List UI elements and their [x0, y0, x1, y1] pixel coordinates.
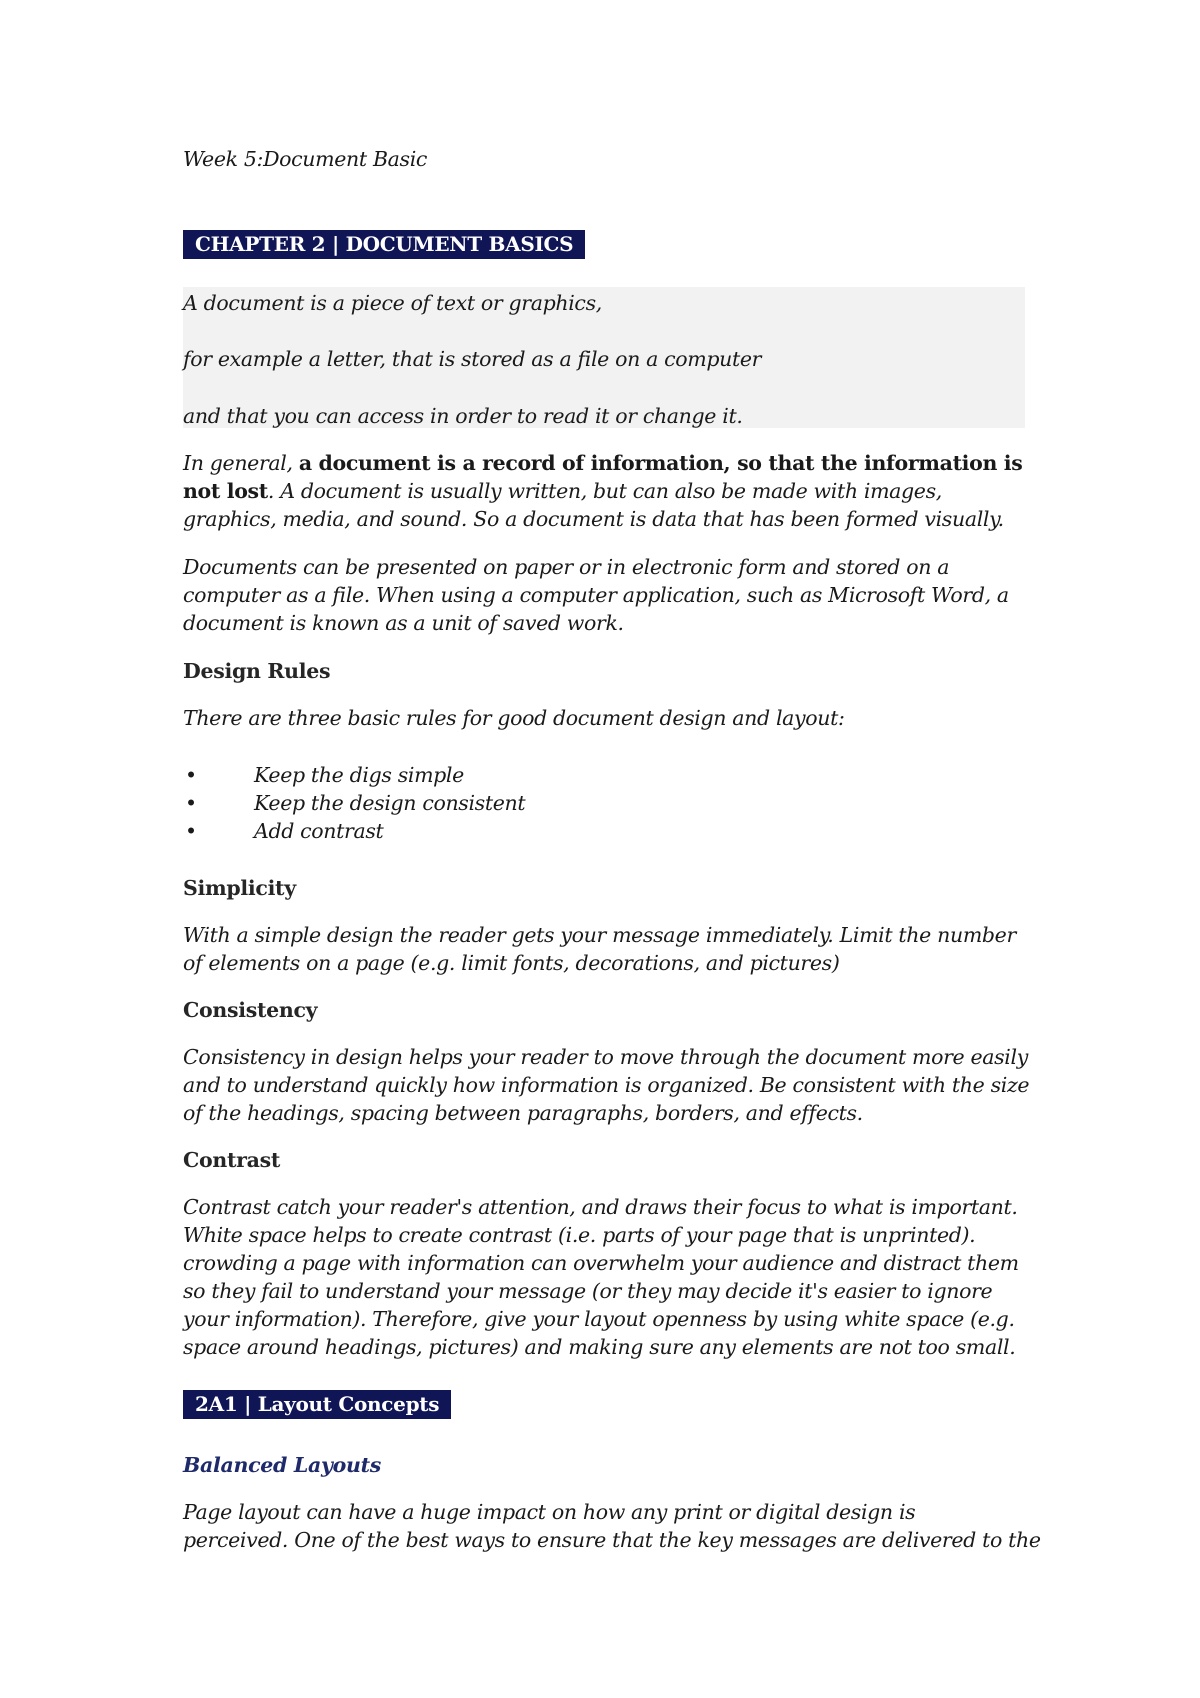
intro-italic-text: . A document is usually written, but can also be made with images,: [267, 479, 942, 503]
list-item-text: Keep the digs simple: [254, 763, 464, 787]
consistency-paragraph-line: of the headings, spacing between paragraphs, borders, and effects.: [183, 1101, 863, 1125]
consistency-paragraph-line: and to understand quickly how information is organized. Be consistent with the size: [183, 1073, 1030, 1097]
week-title: Week 5:Document Basic: [183, 147, 428, 171]
bullet-icon: •: [185, 791, 198, 815]
chapter-heading: CHAPTER 2 | DOCUMENT BASICS: [183, 230, 585, 259]
intro-paragraph-line: computer as a file. When using a computer application, such as Microsoft Word, a: [183, 583, 1009, 607]
design-rules-intro: There are three basic rules for good document design and layout:: [183, 706, 845, 730]
layout-paragraph-line: perceived. One of the best ways to ensure that the key messages are delivered to the: [183, 1528, 1041, 1552]
consistency-paragraph-line: Consistency in design helps your reader to move through the document more easily: [183, 1045, 1028, 1069]
layout-concepts-heading: 2A1 | Layout Concepts: [183, 1390, 451, 1419]
contrast-paragraph-line: your information). Therefore, give your layout openness by using white space (e.g.: [183, 1307, 1015, 1331]
list-item-text: Add contrast: [254, 819, 384, 843]
simplicity-heading: Simplicity: [183, 876, 296, 900]
simplicity-paragraph-line: of elements on a page (e.g. limit fonts, decorations, and pictures): [183, 951, 840, 975]
intro-paragraph-line: document is known as a unit of saved work.: [183, 611, 624, 635]
intro-paragraph-line: [183, 449, 1022, 477]
contrast-paragraph-line: Contrast catch your reader's attention, and draws their focus to what is important.: [183, 1195, 1018, 1219]
intro-italic-text: In general,: [183, 451, 299, 475]
list-item-text: Keep the design consistent: [254, 791, 526, 815]
quote-line: and that you can access in order to read it or change it.: [183, 404, 743, 428]
bullet-icon: •: [185, 819, 198, 843]
contrast-paragraph-line: crowding a page with information can overwhelm your audience and distract them: [183, 1251, 1019, 1275]
contrast-heading: Contrast: [183, 1148, 281, 1172]
intro-bold-text: not lost: [183, 479, 268, 503]
quote-line: A document is a piece of text or graphics,: [183, 291, 602, 315]
design-rules-heading: Design Rules: [183, 659, 331, 683]
contrast-paragraph-line: White space helps to create contrast (i.e. parts of your page that is unprinted).: [183, 1223, 976, 1247]
simplicity-paragraph-line: With a simple design the reader gets your message immediately. Limit the number: [183, 923, 1016, 947]
quote-line: for example a letter, that is stored as a file on a computer: [183, 347, 762, 371]
intro-paragraph-line: [183, 477, 942, 505]
intro-paragraph-line: Documents can be presented on paper or in electronic form and stored on a: [183, 555, 950, 579]
contrast-paragraph-line: so they fail to understand your message (or they may decide it's easier to ignore: [183, 1279, 993, 1303]
balanced-layouts-subheading: Balanced Layouts: [183, 1453, 381, 1477]
layout-paragraph-line: Page layout can have a huge impact on how any print or digital design is: [183, 1500, 916, 1524]
bullet-icon: •: [185, 763, 198, 787]
consistency-heading: Consistency: [183, 998, 318, 1022]
intro-paragraph-line: graphics, media, and sound. So a document is data that has been formed visually.: [183, 507, 1004, 531]
intro-bold-text: a document is a record of information, so that the information is: [298, 451, 1023, 475]
contrast-paragraph-line: space around headings, pictures) and making sure any elements are not too small.: [183, 1335, 1016, 1359]
